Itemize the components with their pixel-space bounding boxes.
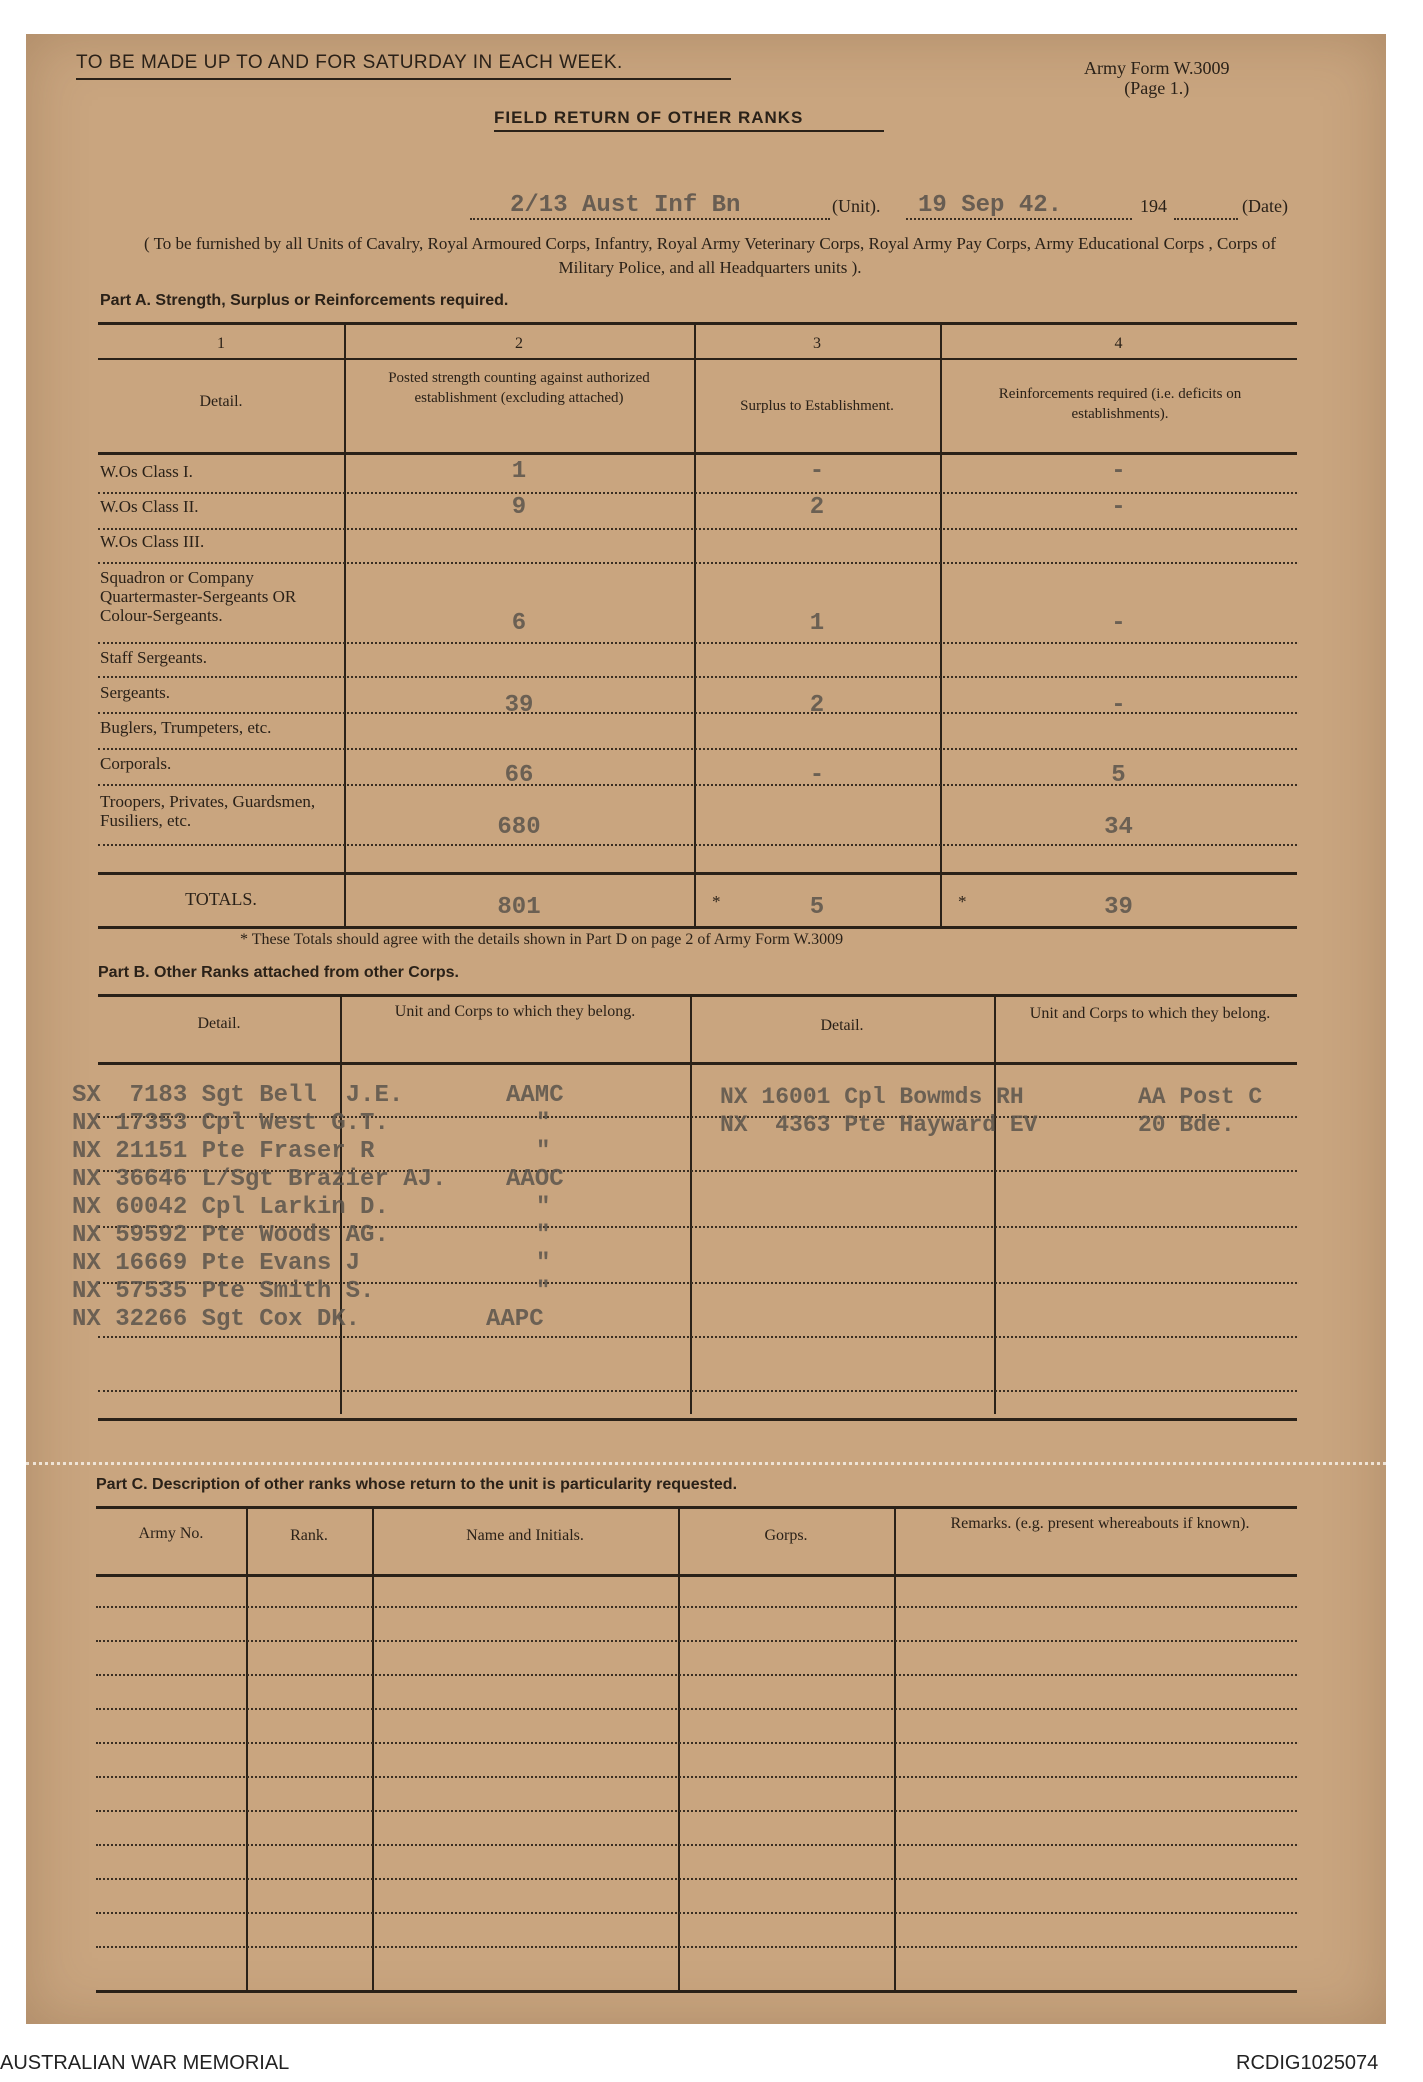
part-a-label: Part A. Strength, Surplus or Reinforcements required.	[100, 292, 509, 309]
part-c-top-rule	[96, 1506, 1297, 1509]
unit-label: (Unit).	[832, 196, 881, 216]
row-reinf: -	[1111, 494, 1126, 521]
row-detail: Squadron or Company Quartermaster-Sergeants OR Colour-Sergeants.	[100, 568, 297, 625]
part-c-label: Part C. Description of other ranks whose return to the unit is particularity requested.	[96, 1476, 738, 1493]
col-number-4: 4	[1114, 335, 1123, 352]
row-posted: 66	[504, 762, 534, 789]
row-divider	[98, 1390, 1297, 1392]
row-divider	[98, 784, 1297, 786]
row-divider	[96, 1742, 1297, 1744]
row-detail: Sergeants.	[100, 683, 171, 702]
part-c-col-divider-1	[246, 1506, 248, 1992]
row-divider	[96, 1776, 1297, 1778]
col-number-1: 1	[217, 335, 225, 352]
row-divider	[98, 642, 1297, 644]
form-id: Army Form W.3009	[1084, 58, 1230, 78]
entry-detail: NX 59592 Pte Woods AG.	[72, 1222, 389, 1249]
totals-asterisk: *	[712, 892, 721, 911]
row-divider	[96, 1912, 1297, 1914]
part-b-header-unit-left: Unit and Corps to which they belong.	[394, 1003, 636, 1020]
row-posted: 1	[511, 458, 527, 485]
archive-id: RCDIG1025074	[1236, 2052, 1379, 2074]
row-detail: W.Os Class I.	[100, 462, 193, 481]
entry-detail: NX 21151 Pte Fraser R	[72, 1138, 375, 1165]
attached-entry	[72, 1110, 389, 1137]
row-reinf: -	[1111, 610, 1126, 637]
attached-entry	[72, 1306, 360, 1333]
part-a-top-rule	[98, 322, 1297, 325]
row-reinf: 5	[1111, 762, 1126, 789]
entry-unit: "	[536, 1194, 551, 1221]
part-c-col-divider-4	[894, 1506, 896, 1992]
part-b-header-unit-right: Unit and Corps to which they belong.	[1029, 1005, 1271, 1022]
header-detail: Detail.	[199, 393, 243, 410]
entry-detail: NX 57535 Pte Smith S.	[72, 1278, 375, 1305]
row-posted: 9	[511, 494, 527, 521]
part-b-header-detail-right: Detail.	[820, 1017, 864, 1034]
year-dotted-line	[1174, 218, 1238, 220]
totals-label: TOTALS.	[185, 889, 257, 909]
attached-entry	[72, 1138, 374, 1165]
part-c-bottom-rule	[96, 1990, 1297, 1993]
row-posted: 6	[511, 610, 527, 637]
totals-top-rule	[98, 872, 1297, 875]
part-c-col-divider-3	[678, 1506, 680, 1992]
unit-value: 2/13 Aust Inf Bn	[510, 192, 741, 219]
row-surplus: 2	[809, 692, 825, 719]
part-b-bottom-rule	[98, 1418, 1297, 1421]
totals-surplus: 5	[809, 894, 825, 921]
entry-detail: SX 7183 Sgt Bell J.E.	[72, 1082, 404, 1109]
row-divider	[96, 1708, 1297, 1710]
row-divider	[98, 676, 1297, 678]
row-detail: Troopers, Privates, Guardsmen, Fusiliers, etc.	[100, 792, 316, 830]
archive-credit: AUSTRALIAN WAR MEMORIAL	[0, 2052, 290, 2074]
part-c-header-rule	[96, 1574, 1297, 1577]
form-title: FIELD RETURN OF OTHER RANKS	[494, 108, 804, 127]
row-divider	[98, 844, 1297, 846]
entry-detail: NX 16669 Pte Evans J	[72, 1250, 361, 1277]
attached-entry	[72, 1250, 360, 1277]
row-divider	[98, 748, 1297, 750]
row-detail: W.Os Class III.	[100, 532, 205, 551]
totals-bottom-rule	[98, 926, 1297, 929]
perforation-line	[26, 1462, 1386, 1465]
totals-footnote: * These Totals should agree with the details shown in Part D on page 2 of Army Form W.3009	[240, 931, 844, 948]
row-divider	[96, 1946, 1297, 1948]
part-b-col-divider-3	[994, 994, 996, 1414]
row-divider	[96, 1606, 1297, 1608]
row-posted: 39	[504, 692, 534, 719]
part-c-header-army-no: Army No.	[138, 1525, 204, 1542]
row-surplus: -	[809, 458, 825, 485]
form-page: (Page 1.)	[1124, 78, 1190, 98]
entry-unit: AAOC	[506, 1166, 564, 1193]
col-number-2: 2	[515, 335, 523, 352]
row-divider	[98, 712, 1297, 714]
date-label: (Date)	[1242, 196, 1288, 216]
attached-entry	[72, 1166, 446, 1193]
entry-unit: AAPC	[486, 1306, 544, 1333]
row-divider	[96, 1640, 1297, 1642]
row-divider	[96, 1878, 1297, 1880]
row-divider	[98, 562, 1297, 564]
header-reinforcements: Reinforcements required (i.e. deficits on establishments).	[998, 386, 1242, 422]
part-a-number-rule	[98, 358, 1297, 360]
entry-unit: "	[536, 1222, 551, 1249]
part-c-header-rank: Rank.	[290, 1527, 328, 1544]
row-divider	[96, 1844, 1297, 1846]
entry-unit: "	[536, 1138, 551, 1165]
row-reinf: -	[1111, 692, 1126, 719]
entry-unit: AA Post C	[1138, 1084, 1263, 1110]
part-b-top-rule	[98, 994, 1297, 997]
header-surplus: Surplus to Establishment.	[740, 398, 894, 414]
row-detail: Staff Sergeants.	[100, 648, 208, 667]
furnish-note: ( To be furnished by all Units of Cavalry, Royal Armoured Corps, Infantry, Royal Army Veterinary Corps, Royal Army Pay Corps, Army Educational Corps , Corps of Military Police, and all Headquarters units ).	[144, 234, 1276, 277]
part-b-header-detail-left: Detail.	[197, 1015, 241, 1032]
form-identifier	[1084, 58, 1230, 98]
row-surplus: 2	[809, 494, 825, 521]
totals-asterisk: *	[958, 892, 967, 911]
entry-detail: NX 16001 Cpl Bowmds RH	[720, 1084, 1024, 1110]
attached-entry	[72, 1278, 374, 1305]
part-c-header-remarks: Remarks. (e.g. present whereabouts if known).	[950, 1515, 1250, 1532]
col-number-3: 3	[813, 335, 821, 352]
date-value: 19 Sep 42.	[918, 192, 1063, 219]
part-c-header-corps: Gorps.	[764, 1527, 808, 1544]
row-divider	[98, 528, 1297, 530]
part-c-col-divider-2	[372, 1506, 374, 1992]
part-b-col-divider-2	[690, 994, 692, 1414]
row-posted: 680	[497, 814, 541, 841]
part-c-header-name: Name and Initials.	[466, 1527, 584, 1544]
year-prefix: 194	[1140, 196, 1167, 216]
row-divider	[96, 1810, 1297, 1812]
instruction-heading: TO BE MADE UP TO AND FOR SATURDAY IN EACH WEEK.	[76, 52, 623, 73]
row-reinf: 34	[1104, 814, 1133, 841]
part-b-header-rule	[98, 1062, 1297, 1065]
part-b-label: Part B. Other Ranks attached from other Corps.	[98, 964, 459, 981]
row-surplus: -	[809, 762, 825, 789]
entry-unit: "	[536, 1110, 551, 1137]
entry-detail: NX 32266 Sgt Cox DK.	[72, 1306, 361, 1333]
row-detail: W.Os Class II.	[100, 497, 199, 516]
row-divider	[96, 1674, 1297, 1676]
entry-unit: "	[536, 1278, 551, 1305]
row-divider	[98, 1336, 1297, 1338]
entry-detail: NX 17353 Cpl West G.T.	[72, 1110, 389, 1137]
row-detail: Buglers, Trumpeters, etc.	[100, 718, 272, 737]
header-posted-strength: Posted strength counting against authorized establishment (excluding attached)	[388, 370, 650, 406]
title-underline	[494, 130, 884, 132]
attached-entry	[72, 1222, 389, 1249]
entry-unit: "	[536, 1250, 551, 1277]
entry-detail: NX 36646 L/Sgt Brazier AJ.	[72, 1166, 447, 1193]
entry-detail: NX 4363 Pte Hayward EV	[720, 1112, 1038, 1138]
row-detail: Corporals.	[100, 754, 172, 773]
instruction-underline	[76, 78, 731, 80]
row-surplus: 1	[809, 610, 825, 637]
entry-unit: AAMC	[506, 1082, 564, 1109]
row-reinf: -	[1111, 458, 1126, 485]
totals-posted: 801	[497, 894, 541, 921]
entry-detail: NX 60042 Cpl Larkin D.	[72, 1194, 389, 1221]
totals-reinf: 39	[1104, 894, 1133, 921]
entry-unit: 20 Bde.	[1138, 1112, 1235, 1138]
attached-entry	[72, 1082, 403, 1109]
attached-entry	[72, 1194, 389, 1221]
part-a-header-rule	[98, 452, 1297, 455]
